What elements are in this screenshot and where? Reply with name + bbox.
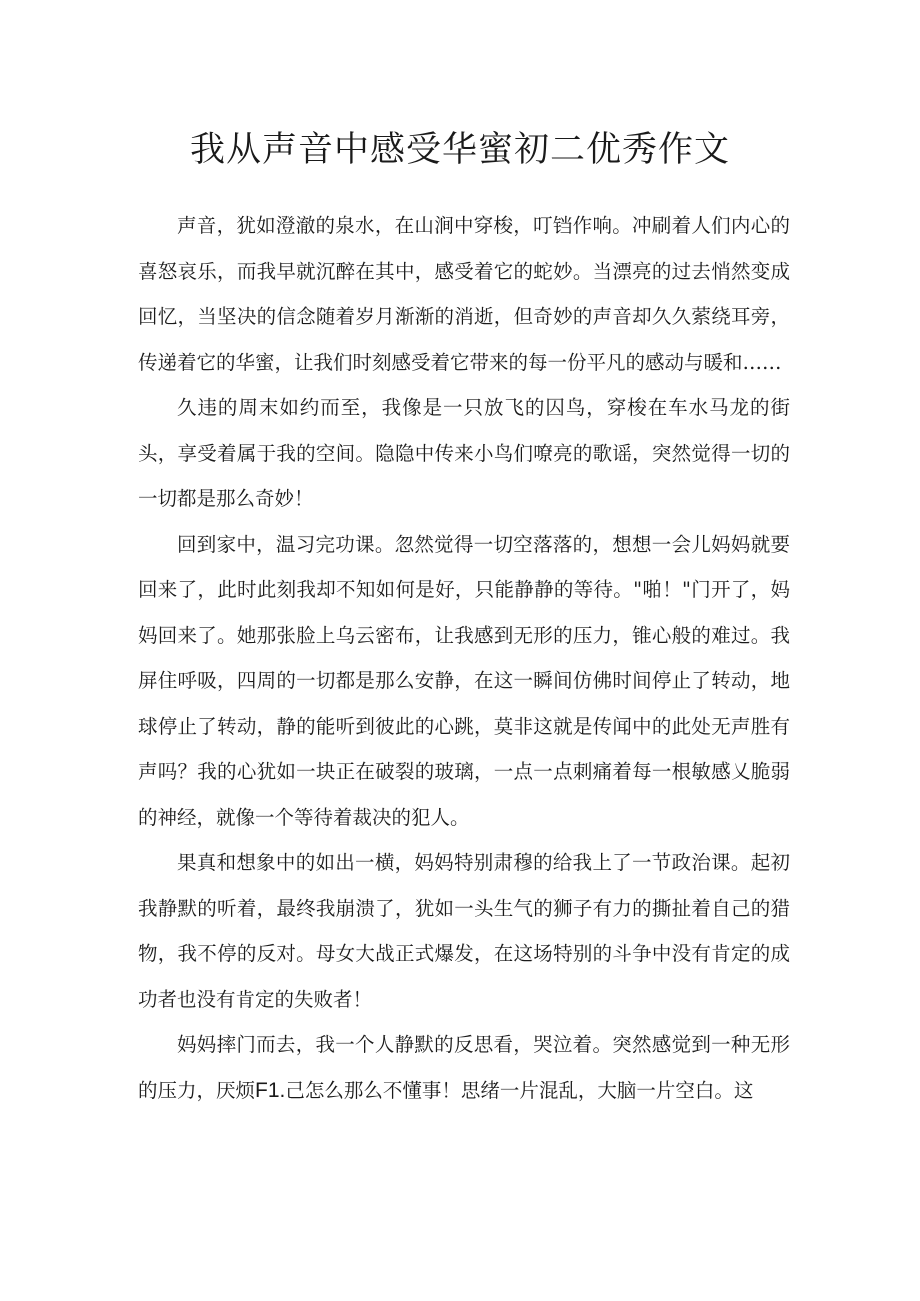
paragraph-2: 久违的周末如约而至，我像是一只放飞的囚鸟，穿梭在车水马龙的街头，享受着属于我的空间。隐隐中传来小鸟们嘹亮的歌谣，突然觉得一切的一切都是那么奇妙！ (138, 396, 790, 510)
paragraph-5-text-b: 己怎么那么不懂事！思绪一片混乱，大脑一片空白。这 (285, 1078, 754, 1102)
document-title: 我从声音中感受华蜜初二优秀作文 (189, 130, 730, 170)
paragraph-4: 果真和想象中的如出一横，妈妈特别肃穆的给我上了一节政治课。起初我静默的听着，最终我崩溃了，犹如一头生气的狮子有力的撕扯着自己的猎物，我不停的反对。母女大战正式爆发，在这场特别的斗争中没有肯定的成功者也没有肯定的失败者！ (138, 851, 790, 1011)
paragraph-5-text-a: 妈妈摔门而去，我一个人静默的反思看，哭泣着。突然感觉到一种无形的压力，厌烦 (138, 1033, 790, 1102)
paragraph-5 (138, 1022, 790, 1113)
paragraph-3: 回到家中，温习完功课。忽然觉得一切空落落的，想想一会儿妈妈就要回来了，此时此刻我却不知如何是好，只能静静的等待。"啪！"门开了，妈妈回来了。她那张脸上乌云密布，让我感到无形的压力，锥心般的难过。我屏住呼吸，四周的一切都是那么安静，在这一瞬间仿佛时间停止了转动，地球停止了转动，静的能听到彼此的心跳，莫非这就是传闻中的此处无声胜有声吗？我的心犹如一块正在破裂的玻璃，一点一点刺痛着每一根敏感乂脆弱的神经，就像一个等待着裁决的犯人。 (138, 532, 790, 829)
document-body (138, 203, 790, 1113)
paragraph-1: 声音，犹如澄澈的泉水，在山涧中穿梭，叮铛作响。冲刷着人们内心的喜怒哀乐，而我早就沉醉在其中，感受着它的蛇妙。当漂亮的过去悄然变成回忆，当坚决的信念随着岁月渐渐的消逝，但奇妙的声音却久久萦绕耳旁，传递着它的华蜜，让我们时刻感受着它带来的每一份平凡的感动与暖和…… (138, 214, 790, 374)
paragraph-5-latin: F1. (255, 1078, 286, 1102)
